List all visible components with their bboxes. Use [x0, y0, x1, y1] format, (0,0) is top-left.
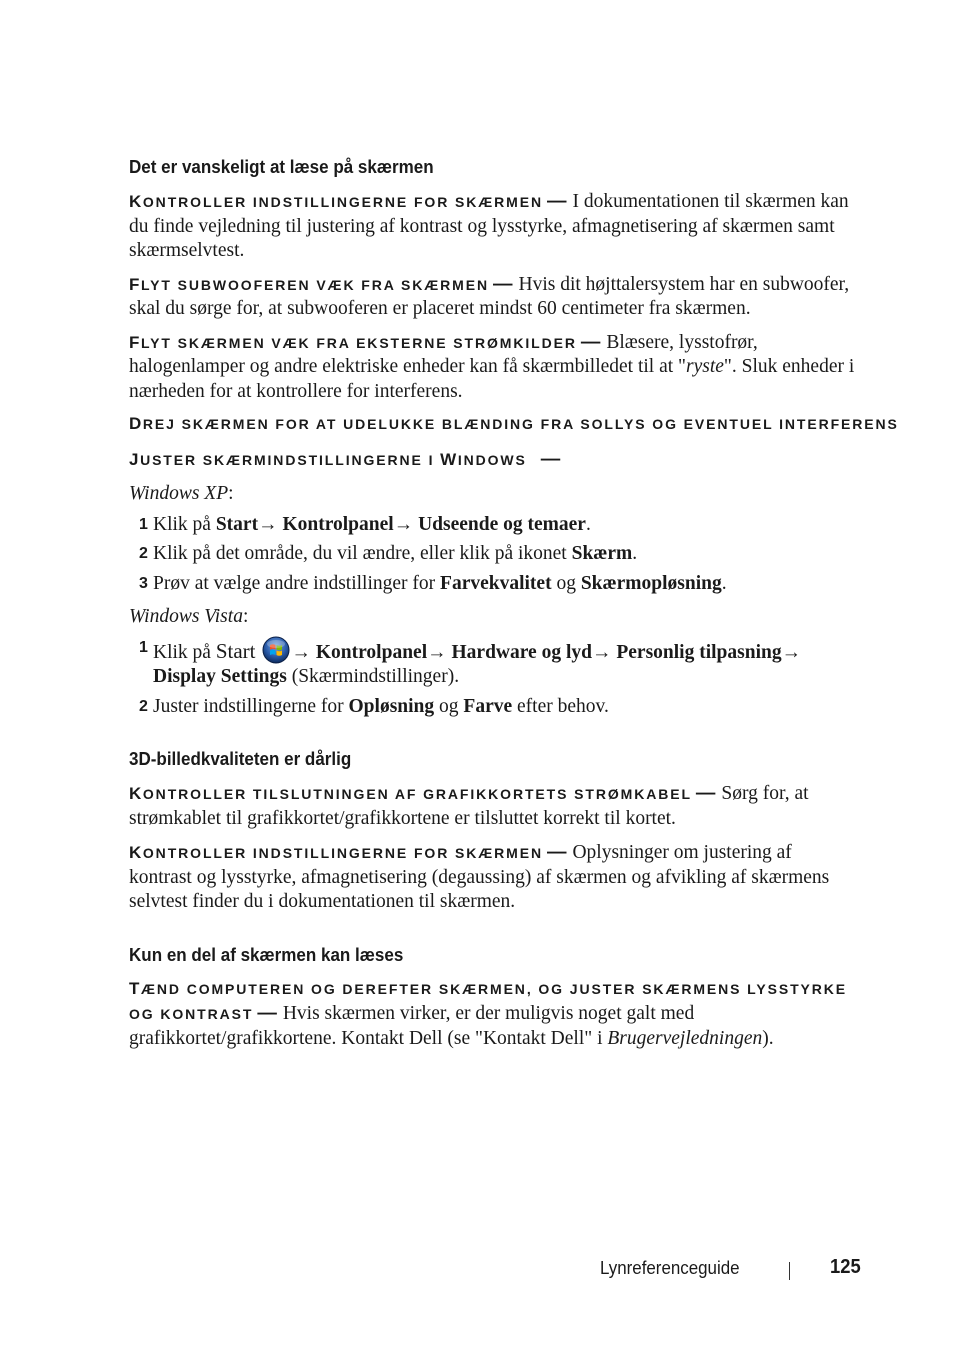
windows-start-orb-icon — [262, 636, 290, 664]
xp-step-1: 1 Klik på Start→ Kontrolpanel→ Udseende og temaer. — [139, 513, 591, 535]
footer-guide-title: Lynreferenceguide — [600, 1258, 740, 1278]
page-footer — [0, 1256, 954, 1286]
paragraph-move-subwoofer: FLYT SUBWOOFEREN VÆK FRA SKÆRMEN — Hvis dit højttalersystem har en subwoofer, skal du sørge for, at subwooferen er placeret mindst 60 centimeter fra skærmen. — [129, 272, 850, 319]
footer-separator — [789, 1262, 790, 1280]
windows-vista-label: Windows Vista: — [129, 606, 249, 627]
paragraph-check-monitor-settings-2: KONTROLLER INDSTILLINGERNE FOR SKÆRMEN — Oplysninger om justering af kontrast og lysstyrke, afmagnetisering (degaussing) af skærmen og afvikling af skærmens selvtest finder du i dokumentationen til skærmen. — [129, 841, 830, 912]
paragraph-move-from-power-sources: FLYT SKÆRMEN VÆK FRA EKSTERNE STRØMKILDER — Blæsere, lysstofrør, halogenlamper og andre elektriske enheder kan få skærmbilledet til at "ryste". Sluk enheder i nærheden for at kontrollere for interferens. — [129, 330, 855, 402]
section-heading-3d-quality: 3D-billedkvaliteten er dårlig — [129, 748, 352, 769]
vista-step-2: 2 Juster indstillingerne for Opløsning og Farve efter behov. — [139, 695, 609, 717]
vista-step-1: 1 Klik på Start → Kontrolpanel→ Hardware og lyd→ Personlig tilpasning→ Display Settings (Skærmindstillinger). — [129, 636, 859, 690]
paragraph-check-monitor-settings: KONTROLLER INDSTILLINGERNE FOR SKÆRMEN — I dokumentationen til skærmen kan du finde vejledning til justering af kontrast og lysstyrke, afmagnetisering af skærmen samt skærmselvtest. — [129, 190, 849, 261]
xp-step-2: 2 Klik på det område, du vil ændre, eller klik på ikonet Skærm. — [139, 543, 638, 564]
page-content — [129, 155, 899, 1051]
windows-xp-label: Windows XP: — [129, 483, 234, 504]
xp-step-3: 3 Prøv at vælge andre indstillinger for Farvekvalitet og Skærmopløsning. — [139, 572, 727, 594]
paragraph-turn-on-computer: TÆND COMPUTEREN OG DEREFTER SKÆRMEN, OG JUSTER SKÆRMENS LYSSTYRKE OG KONTRAST — Hvis skærmen virker, er der muligvis noget galt med grafikkortet/grafikkortene. Kontakt Dell (se "Kontakt Dell" i Brugervejledningen). — [129, 978, 848, 1049]
section-heading-partial-screen: Kun en del af skærmen kan læses — [129, 943, 404, 965]
paragraph-adjust-windows-settings: JUSTER SKÆRMINDSTILLINGERNE I WINDOWS — — [129, 447, 561, 470]
page-number: 125 — [830, 1256, 861, 1278]
section-heading-readability: Det er vanskeligt at læse på skærmen — [129, 156, 434, 177]
paragraph-rotate-monitor: DREJ SKÆRMEN FOR AT UDELUKKE BLÆNDING FRA SOLLYS OG EVENTUEL INTERFERENS — [129, 414, 899, 433]
paragraph-check-power-cable: KONTROLLER TILSLUTNINGEN AF GRAFIKKORTETS STRØMKABEL — Sørg for, at strømkablet til grafikkortet/grafikkortene er tilsluttet korrekt til kortet. — [129, 782, 809, 829]
